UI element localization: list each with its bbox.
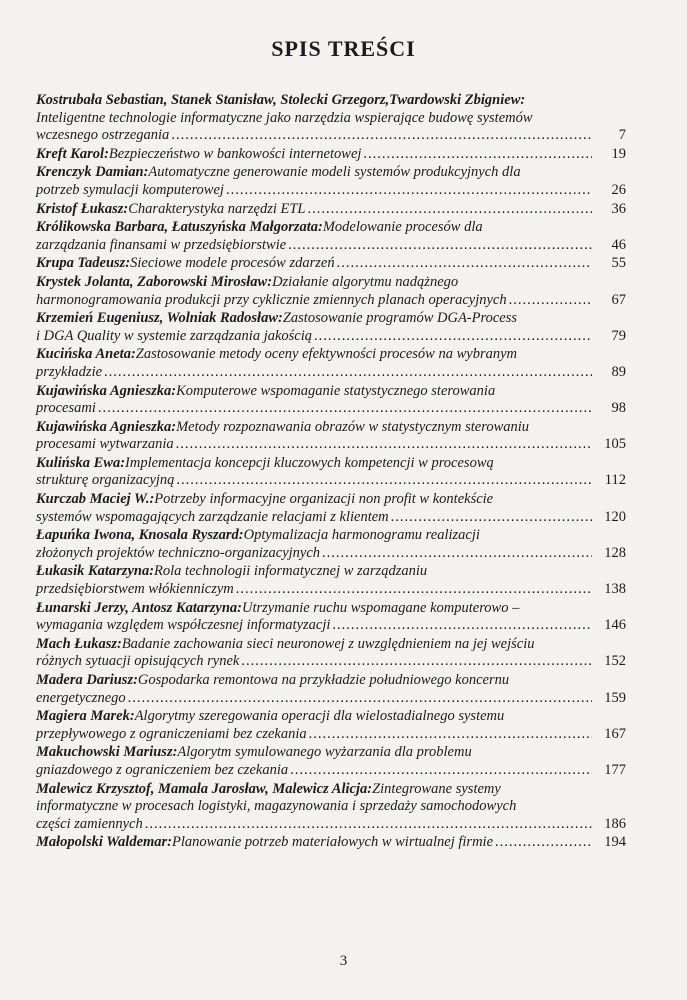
toc-entry	[36, 491, 626, 526]
entry-title-text: Planowanie potrzeb materiałowych w wirtualnej firmie	[172, 834, 494, 851]
entry-page-number: 46	[611, 236, 626, 253]
dot-leader	[363, 146, 592, 164]
toc-entry	[36, 600, 626, 635]
entry-authors: Łapuńka Iwona, Knosala Ryszard:	[36, 527, 244, 544]
toc-entry-line	[36, 472, 626, 490]
entry-page-number: 89	[611, 363, 626, 380]
toc-entry	[36, 672, 626, 707]
entry-page-number: 98	[611, 400, 626, 417]
entry-page-number: 152	[604, 653, 626, 670]
entry-authors: Kujawińska Agnieszka:	[36, 382, 177, 399]
toc-entry-line	[36, 672, 626, 690]
entry-title-text: procesami wytwarzania	[36, 436, 174, 453]
entry-authors: Madera Dariusz:	[36, 672, 138, 688]
toc-list	[36, 92, 626, 853]
dot-leader	[314, 328, 592, 346]
entry-title-text: wczesnego ostrzegania	[36, 127, 170, 144]
entry-authors: Magiera Marek:	[36, 708, 135, 725]
entry-authors: Makuchowski Mariusz:	[36, 744, 178, 761]
toc-entry-line	[36, 346, 626, 364]
toc-entry	[36, 455, 626, 490]
entry-authors: Mach Łukasz:	[36, 635, 122, 652]
entry-authors: Łunarski Jerzy, Antosz Katarzyna:	[36, 599, 242, 616]
entry-title-text: Modelowanie procesów dla	[322, 219, 483, 236]
toc-entry-line	[36, 219, 626, 237]
toc-entry-line	[36, 781, 626, 799]
entry-title-text: zarządzania finansami w przedsiębiorstwie	[36, 236, 287, 253]
entry-title-text: gniazdowego z ograniczeniem bez czekania	[36, 761, 289, 778]
page-number: 3	[339, 953, 348, 969]
dot-leader	[322, 545, 592, 563]
entry-title-text: części zamiennych	[36, 815, 143, 832]
entry-page-number: 186	[604, 815, 626, 832]
entry-page-number: 128	[604, 544, 626, 561]
toc-entry-line	[36, 708, 626, 726]
dot-leader	[176, 472, 592, 490]
toc-entry-line	[36, 563, 626, 581]
entry-page-number: 79	[611, 327, 626, 344]
entry-title-text: przepływowego z ograniczeniami bez czekania	[36, 725, 307, 742]
toc-entry-line	[36, 419, 626, 437]
entry-page-number: 120	[604, 508, 626, 525]
entry-title-text: Optymalizacja harmonogramu realizacji	[243, 527, 480, 544]
toc-entry	[36, 527, 626, 562]
entry-page-number: 177	[604, 761, 626, 778]
dot-leader	[104, 364, 592, 382]
dot-leader	[509, 292, 592, 310]
entry-title-text: różnych sytuacji opisujących rynek	[36, 653, 240, 670]
toc-entry-line	[36, 292, 626, 310]
toc-entry-line	[36, 690, 626, 708]
entry-page-number: 36	[611, 200, 626, 217]
toc-entry	[36, 201, 626, 219]
entry-title-text: strukturę organizacyjną	[36, 472, 175, 489]
toc-entry-line	[36, 744, 626, 762]
toc-entry	[36, 781, 626, 834]
entry-title-text: złożonych projektów techniczno-organizacyjnych	[36, 544, 321, 561]
entry-title-text: Inteligentne technologie informatyczne jako narzędzia wspierające budowę systemów	[36, 109, 533, 126]
toc-entry	[36, 219, 626, 254]
toc-entry-line	[36, 600, 626, 618]
entry-title-text: Zastosowanie metody oceny efektywności procesów na wybranym	[135, 346, 518, 363]
toc-entry-line	[36, 274, 626, 292]
entry-page-number: 194	[604, 834, 626, 851]
dot-leader	[128, 690, 592, 708]
toc-entry-line	[36, 581, 626, 599]
dot-leader	[241, 653, 592, 671]
dot-leader	[332, 617, 592, 635]
entry-page-number: 167	[604, 725, 626, 742]
dot-leader	[337, 255, 592, 273]
toc-entry-line	[36, 400, 626, 418]
entry-title-text: Zintegrowane systemy	[372, 780, 501, 797]
entry-page-number: 67	[611, 291, 626, 308]
entry-page-number: 138	[604, 581, 626, 598]
entry-title-text: wymagania względem współczesnej informatyzacji	[36, 617, 331, 634]
dot-leader	[98, 400, 592, 418]
entry-title-text: informatyczne w procesach logistyki, magazynowania i sprzedaży samochodowych	[36, 798, 517, 815]
entry-title-text: Badanie zachowania sieci neuronowej z uwzględnieniem na jej wejściu	[121, 635, 535, 652]
entry-title-text: Charakterystyka narzędzi ETL	[128, 200, 306, 217]
toc-entry-line	[36, 110, 626, 128]
entry-authors: Kristof Łukasz:	[36, 200, 129, 217]
toc-entry-line	[36, 164, 626, 182]
dot-leader	[176, 436, 592, 454]
toc-entry-line	[36, 834, 626, 852]
entry-authors: Małopolski Waldemar:	[36, 834, 173, 851]
toc-entry	[36, 383, 626, 418]
dot-leader	[309, 726, 592, 744]
entry-page-number: 159	[604, 689, 626, 706]
toc-entry	[36, 92, 626, 145]
entry-authors: Łukasik Katarzyna:	[36, 563, 155, 580]
entry-title-text: Algorytmy szeregowania operacji dla wielostadialnego systemu	[134, 708, 505, 725]
toc-entry	[36, 419, 626, 454]
entry-page-number: 146	[604, 617, 626, 634]
entry-title-text: przykładzie	[36, 363, 103, 380]
entry-title-text: Utrzymanie ruchu wspomagane komputerowo –	[242, 599, 520, 616]
toc-entry-line	[36, 762, 626, 780]
entry-page-number: 26	[611, 181, 626, 198]
toc-entry	[36, 255, 626, 273]
entry-page-number: 105	[604, 436, 626, 453]
entry-authors: Krystek Jolanta, Zaborowski Mirosław:	[36, 273, 273, 290]
entry-authors: Kreft Karol:	[36, 145, 109, 162]
dot-leader	[226, 182, 592, 200]
toc-entry	[36, 164, 626, 199]
entry-title-text: harmonogramowania produkcji przy cyklicznie zmiennych planach operacyjnych	[36, 291, 507, 308]
toc-entry-line	[36, 237, 626, 255]
toc-entry-line	[36, 527, 626, 545]
entry-title-text: Sieciowe modele procesów zdarzeń	[130, 255, 335, 272]
dot-leader	[145, 816, 592, 834]
toc-entry	[36, 834, 626, 852]
toc-entry-line	[36, 636, 626, 654]
toc-entry	[36, 346, 626, 381]
entry-title-text: Potrzeby informacyjne organizacji non profit w kontekście	[154, 491, 494, 508]
entry-authors: Krupa Tadeusz:	[36, 255, 131, 272]
entry-page-number: 7	[618, 127, 626, 144]
entry-title-text: energetycznego	[36, 689, 126, 706]
entry-title-text: potrzeb symulacji komputerowej	[36, 181, 224, 198]
entry-title-text: i DGA Quality w systemie zarządzania jakością	[36, 327, 313, 344]
entry-title-text: Implementacja koncepcji kluczowych kompetencji w procesową	[125, 454, 494, 471]
dot-leader	[236, 581, 592, 599]
entry-authors: Krzemień Eugeniusz, Wolniak Radosław:	[36, 310, 283, 327]
toc-entry-line	[36, 127, 626, 145]
entry-title-text: Działanie algorytmu nadążnego	[272, 273, 459, 290]
entry-authors: Kujawińska Agnieszka:	[36, 418, 177, 435]
toc-entry-line	[36, 491, 626, 509]
toc-entry	[36, 636, 626, 671]
toc-entry-line	[36, 201, 626, 219]
entry-page-number: 55	[611, 255, 626, 272]
toc-entry-line	[36, 509, 626, 527]
toc-entry-line	[36, 653, 626, 671]
dot-leader	[307, 201, 592, 219]
entry-authors: Malewicz Krzysztof, Mamala Jarosław, Malewicz Alicja:	[36, 780, 373, 797]
entry-title-text: Komputerowe wspomaganie statystycznego sterowania	[176, 382, 496, 399]
dot-leader	[171, 127, 592, 145]
entry-page-number: 112	[604, 472, 626, 489]
entry-title-text: Metody rozpoznawania obrazów w statystycznym sterowaniu	[176, 418, 530, 435]
entry-title-text: Automatyczne generowanie modeli systemów produkcyjnych dla	[148, 164, 521, 181]
toc-entry-line	[36, 816, 626, 834]
dot-leader	[391, 509, 592, 527]
toc-entry-line	[36, 255, 626, 273]
toc-entry	[36, 744, 626, 779]
dot-leader	[290, 762, 592, 780]
dot-leader	[288, 237, 592, 255]
entry-title-text: Bezpieczeństwo w bankowości internetowej	[108, 145, 362, 162]
entry-title-text: Algorytm symulowanego wyżarzania dla problemu	[177, 744, 472, 761]
entry-title-text: procesami	[36, 400, 96, 417]
toc-entry-line	[36, 364, 626, 382]
entry-authors: Krenczyk Damian:	[36, 164, 149, 181]
entry-title-text: przedsiębiorstwem włókienniczym	[36, 581, 234, 598]
toc-entry-line	[36, 146, 626, 164]
dot-leader	[495, 834, 592, 852]
toc-entry	[36, 146, 626, 164]
toc-entry-line	[36, 182, 626, 200]
entry-title-text: Gospodarka remontowa na przykładzie południowego koncernu	[137, 672, 510, 688]
toc-entry-line	[36, 455, 626, 473]
toc-entry	[36, 708, 626, 743]
toc-entry-line	[36, 436, 626, 454]
toc-entry-line	[36, 328, 626, 346]
entry-authors: Królikowska Barbara, Łatuszyńska Małgorzata:	[36, 219, 323, 236]
toc-entry-line	[36, 310, 626, 328]
toc-entry	[36, 310, 626, 345]
entry-authors: Kurczab Maciej W.:	[36, 491, 155, 508]
toc-entry-line	[36, 798, 626, 816]
entry-page-number: 19	[611, 145, 626, 162]
entry-title-text: Zastosowanie programów DGA-Process	[282, 310, 517, 327]
toc-entry-line	[36, 617, 626, 635]
toc-entry-line	[36, 92, 626, 110]
entry-title-text: systemów wspomagających zarządzanie relacjami z klientem	[36, 508, 389, 525]
toc-entry	[36, 563, 626, 598]
toc-entry-line	[36, 726, 626, 744]
toc-entry	[36, 274, 626, 309]
toc-entry-line	[36, 383, 626, 401]
toc-entry-line	[36, 545, 626, 563]
page-title: SPIS TREŚCI	[271, 36, 416, 61]
entry-authors: Kucińska Aneta:	[36, 346, 136, 363]
entry-title-text: Rola technologii informatycznej w zarządzaniu	[154, 563, 428, 580]
entry-authors: Kostrubała Sebastian, Stanek Stanisław, Stolecki Grzegorz,Twardowski Zbigniew:	[36, 92, 526, 108]
entry-authors: Kulińska Ewa:	[36, 454, 126, 471]
